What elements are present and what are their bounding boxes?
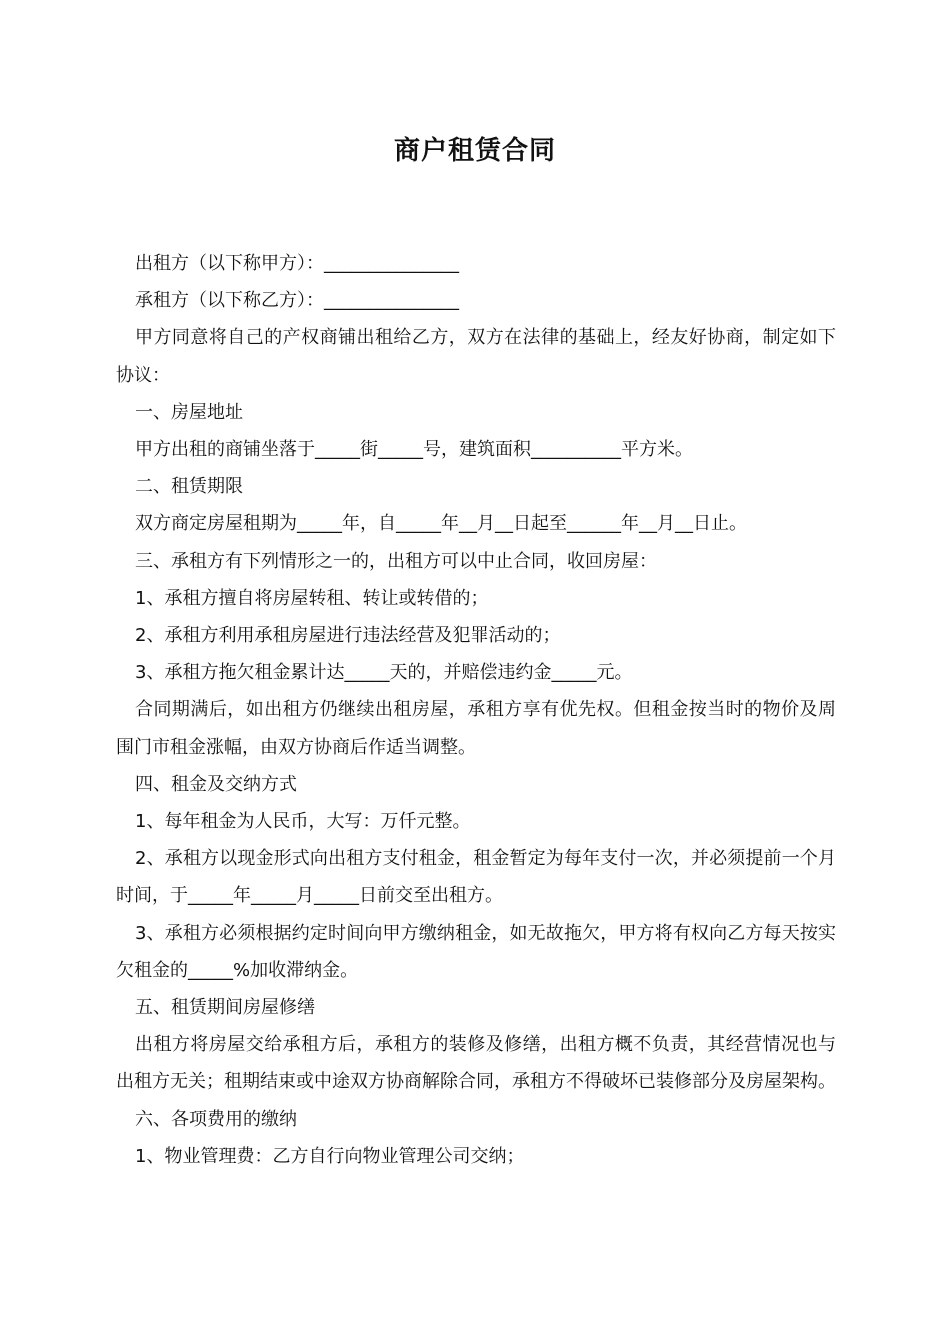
lessee-line: 承租方（以下称乙方）：_______________ [135, 290, 459, 312]
section-heading-rent: 四、租金及交纳方式 [135, 773, 297, 795]
rent-item-1: 1、每年租金为人民币，大写：万仟元整。 [135, 811, 471, 833]
rent-item-3: 3、承租方必须根据约定时间向甲方缴纳租金，如无故拖欠，甲方将有权向乙方每天按实欠租金的_____%加收滞纳金。 [116, 922, 836, 981]
section-heading-term: 二、租赁期限 [135, 476, 243, 498]
lessor-line: 出租方（以下称甲方）：_______________ [135, 253, 459, 274]
address-paragraph: 甲方出租的商铺坐落于_____街_____号，建筑面积__________平方米。 [135, 439, 693, 461]
document-body [116, 245, 836, 1175]
section-heading-address: 一、房屋地址 [135, 401, 243, 423]
section-heading-fees: 六、各项费用的缴纳 [135, 1108, 297, 1130]
termination-item-3: 3、承租方拖欠租金累计达_____天的，并赔偿违约金_____元。 [135, 662, 633, 684]
section-heading-termination: 三、承租方有下列情形之一的，出租方可以中止合同，收回房屋： [135, 550, 657, 572]
section-heading-repairs: 五、租赁期间房屋修缮 [135, 997, 315, 1019]
renewal-paragraph: 合同期满后，如出租方仍继续出租房屋，承租方享有优先权。但租金按当时的物价及周围门市租金涨幅，由双方协商后作适当调整。 [116, 699, 836, 758]
termination-item-1: 1、承租方擅自将房屋转租、转让或转借的； [135, 587, 489, 609]
repairs-paragraph: 出租方将房屋交给承租方后，承租方的装修及修缮，出租方概不负责，其经营情况也与出租方无关；租期结束或中途双方协商解除合同，承租方不得破坏已装修部分及房屋架构。 [116, 1034, 836, 1093]
term-paragraph: 双方商定房屋租期为_____年，自_____年__月__日起至______年__月__日止。 [135, 513, 747, 535]
termination-item-2: 2、承租方利用承租房屋进行违法经营及犯罪活动的； [135, 625, 561, 647]
preamble-paragraph: 甲方同意将自己的产权商铺出租给乙方，双方在法律的基础上，经友好协商，制定如下协议： [116, 327, 836, 386]
fees-item-1: 1、物业管理费：乙方自行向物业管理公司交纳； [135, 1145, 525, 1167]
document-title: 商户租赁合同 [393, 136, 556, 166]
rent-item-2: 2、承租方以现金形式向出租方支付租金，租金暂定为每年支付一次，并必须提前一个月时间，于_____年_____月_____日前交至出租方。 [116, 848, 836, 907]
